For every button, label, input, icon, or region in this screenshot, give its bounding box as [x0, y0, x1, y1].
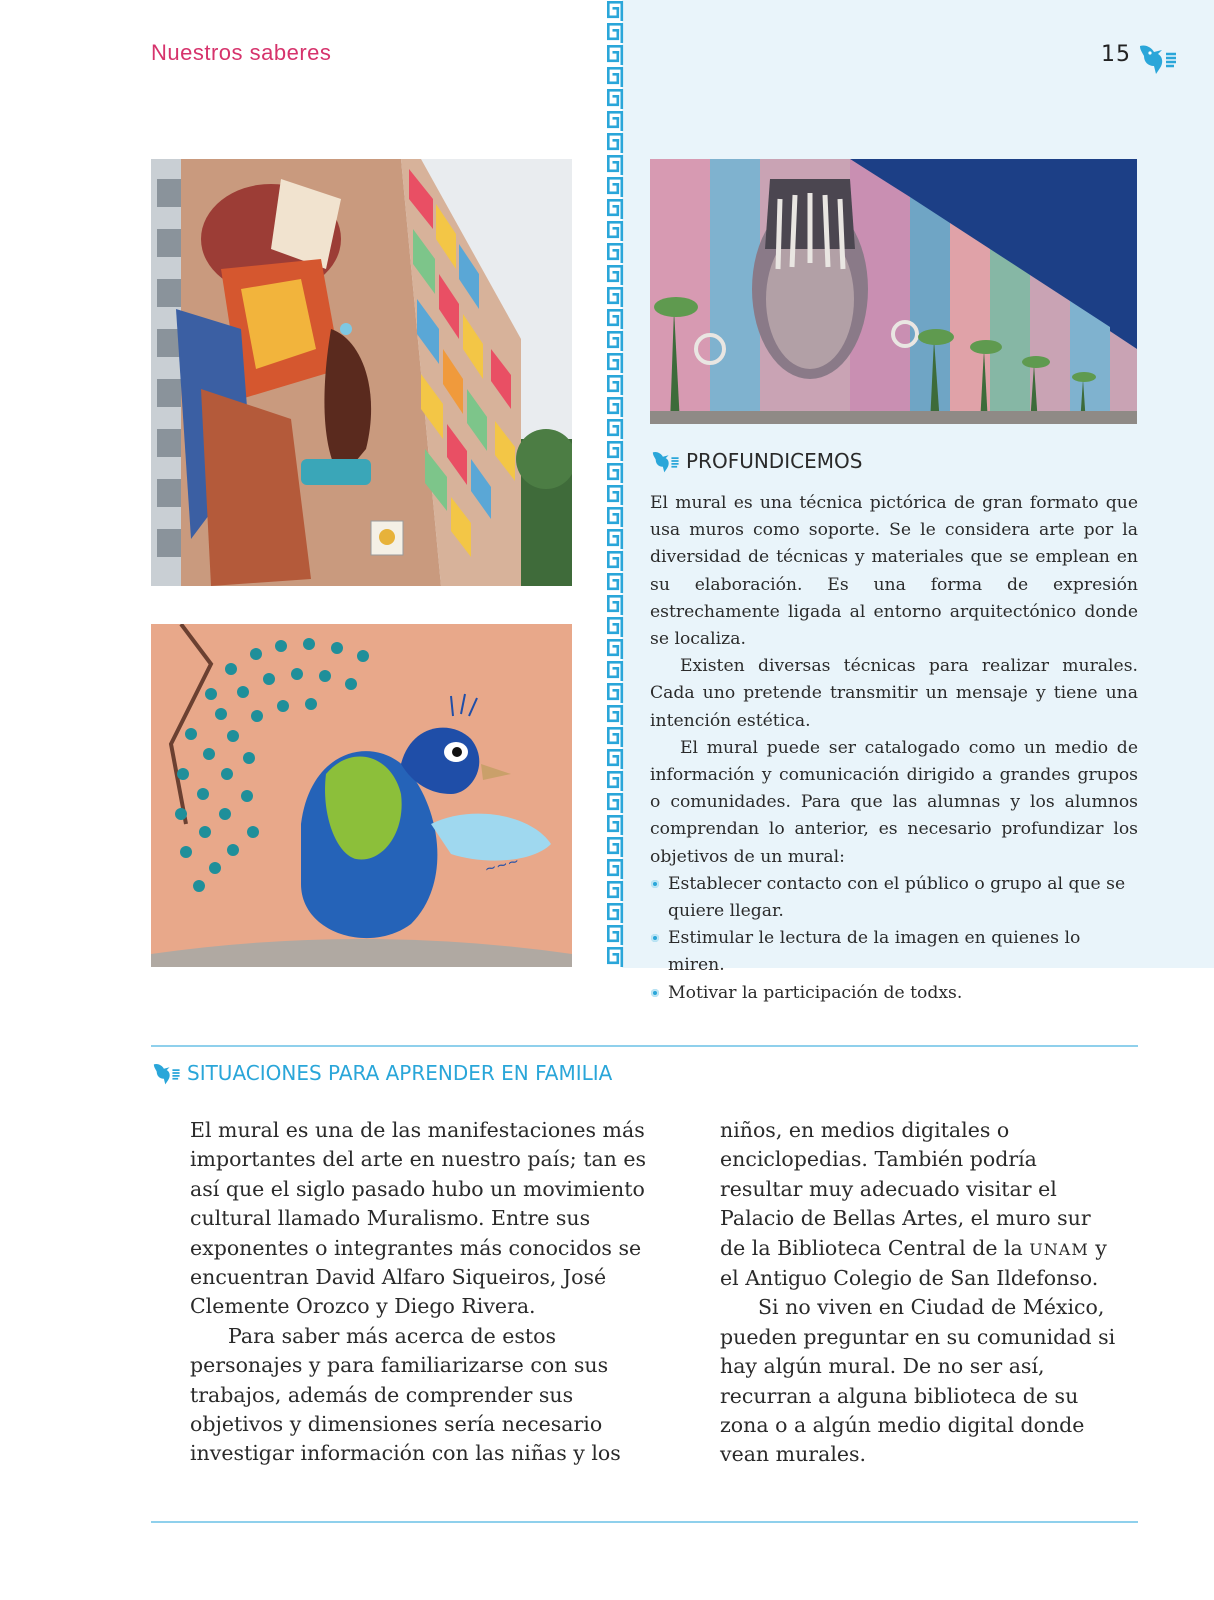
- bullet-item: Establecer contacto con el público o grupo al que se quiere llegar.: [650, 871, 1138, 925]
- svg-text:~~~: ~~~: [482, 853, 522, 878]
- paragraph: El mural puede ser catalogado como un medio de información y comunicación dirigido a grandes grupos o comunidades. Para que las alumnas y los alumnos comprendan lo anterior, es necesario profundizar los objetivos de un mural:: [650, 737, 1138, 867]
- paragraph: Para saber más acerca de estos personajes y para familiarizarse con sus trabajos, además de comprender sus objetivos y dimensiones sería necesario investigar información con las niñas y los: [190, 1323, 621, 1466]
- photo-building-mural: [151, 159, 572, 586]
- abbreviation-unam: UNAM: [1029, 1239, 1089, 1259]
- profundicemos-heading: [650, 448, 862, 474]
- section-title: Nuestros saberes: [151, 40, 332, 65]
- paragraph: El mural es una de las manifestaciones más importantes del arte en nuestro país; tan es así que el siglo pasado hubo un movimiento cultural llamado Muralismo. Entre sus exponentes o integrantes más conocidos se encuentran David Alfaro Siqueiros, José Clemente Orozco y Diego Rivera.: [190, 1118, 647, 1319]
- bullet-item: Estimular le lectura de la imagen en quienes lo miren.: [650, 925, 1138, 979]
- column-left: [190, 1116, 650, 1469]
- photo-wall-mural: [650, 159, 1137, 424]
- text-run: y el Antiguo Colegio de San Ildefonso.: [720, 1235, 1107, 1291]
- profundicemos-body: [650, 490, 1138, 1007]
- photo-peacock-mural: [151, 624, 572, 967]
- section-divider-top: [151, 1045, 1138, 1047]
- hummingbird-icon: [151, 1060, 181, 1086]
- situaciones-heading: [151, 1060, 612, 1086]
- paragraph: Existen diversas técnicas para realizar murales. Cada uno pretende transmitir un mensaje y tiene una intención estética.: [650, 656, 1138, 731]
- profundicemos-title: PROFUNDICEMOS: [686, 449, 863, 473]
- hummingbird-icon: [1136, 40, 1178, 76]
- bullet-item: Motivar la participación de todxs.: [650, 980, 1138, 1007]
- paragraph: Si no viven en Ciudad de México, pueden preguntar en su comunidad si hay algún mural. De no ser así, recurran a alguna biblioteca de su zona o a algún medio digital donde vean murales.: [720, 1295, 1116, 1467]
- section-divider-bottom: [151, 1521, 1138, 1523]
- paragraph: El mural es una técnica pictórica de gran formato que usa muros como soporte. Se le considera arte por la diversidad de técnicas y materiales que se emplean en su elaboración. Es una forma de expresión estrechamente ligada al entorno arquitectónico donde se localiza.: [650, 493, 1138, 650]
- paragraph: [720, 1116, 1120, 1293]
- situaciones-title: SITUACIONES PARA APRENDER EN FAMILIA: [187, 1061, 613, 1085]
- hummingbird-icon: [650, 448, 680, 474]
- page-number: 15: [1101, 42, 1131, 67]
- greek-key-border: [606, 0, 624, 968]
- column-right: [720, 1116, 1120, 1470]
- text-run: niños, en medios digitales o enciclopedias. También podría resultar muy adecuado visitar el Palacio de Bellas Artes, el muro sur de la Biblioteca Central de la: [720, 1118, 1091, 1260]
